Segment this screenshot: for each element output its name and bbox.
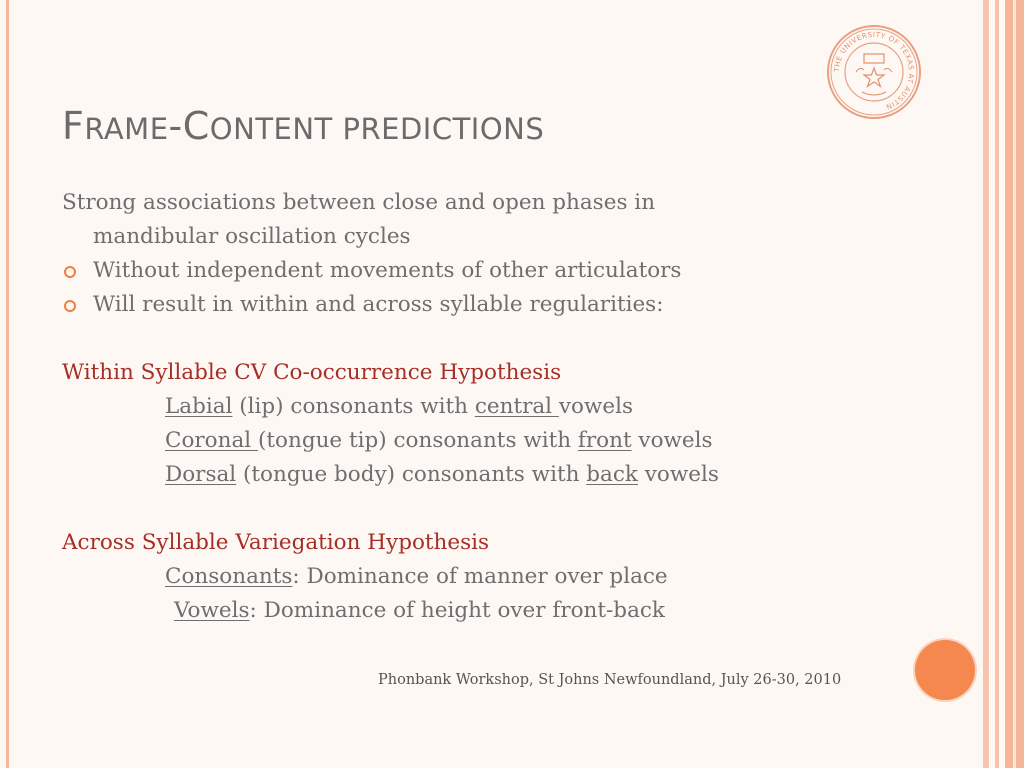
intro-line: mandibular oscillation cycles (93, 224, 411, 249)
university-seal-icon (826, 24, 922, 120)
slide-title: FRAME-CONTENT PREDICTIONS (62, 104, 545, 148)
across-heading: Across Syllable Variegation Hypothesis (62, 530, 490, 555)
right-border-stripe (1013, 0, 1016, 768)
left-border-stripe (6, 0, 9, 768)
intro-line: Strong associations between close and open phases in (62, 190, 656, 215)
bullet-ring-icon (64, 300, 76, 312)
labial-line: Labial (lip) consonants with central vowels (165, 394, 634, 419)
vowels-line: Vowels: Dominance of height over front-back (174, 598, 665, 623)
coronal-line: Coronal (tongue tip) consonants with front vowels (165, 428, 713, 453)
slide-body (62, 186, 962, 628)
right-border-stripe (983, 0, 989, 768)
consonants-line: Consonants: Dominance of manner over place (165, 564, 668, 589)
right-border-stripe (995, 0, 999, 768)
spacer (62, 492, 962, 526)
slide-footer: Phonbank Workshop, St Johns Newfoundland, July 26-30, 2010 (378, 672, 842, 688)
bullet-item: Will result in within and across syllable regularities: (62, 288, 962, 322)
dorsal-line: Dorsal (tongue body) consonants with back vowels (165, 462, 719, 487)
bullet-item: Without independent movements of other articulators (62, 254, 962, 288)
bullet-ring-icon (64, 266, 76, 278)
decorative-circle (915, 640, 975, 700)
seal-ring-text: THE UNIVERSITY OF TEXAS AT AUSTIN (832, 30, 916, 111)
within-heading: Within Syllable CV Co-occurrence Hypothesis (62, 360, 562, 385)
spacer (62, 322, 962, 356)
